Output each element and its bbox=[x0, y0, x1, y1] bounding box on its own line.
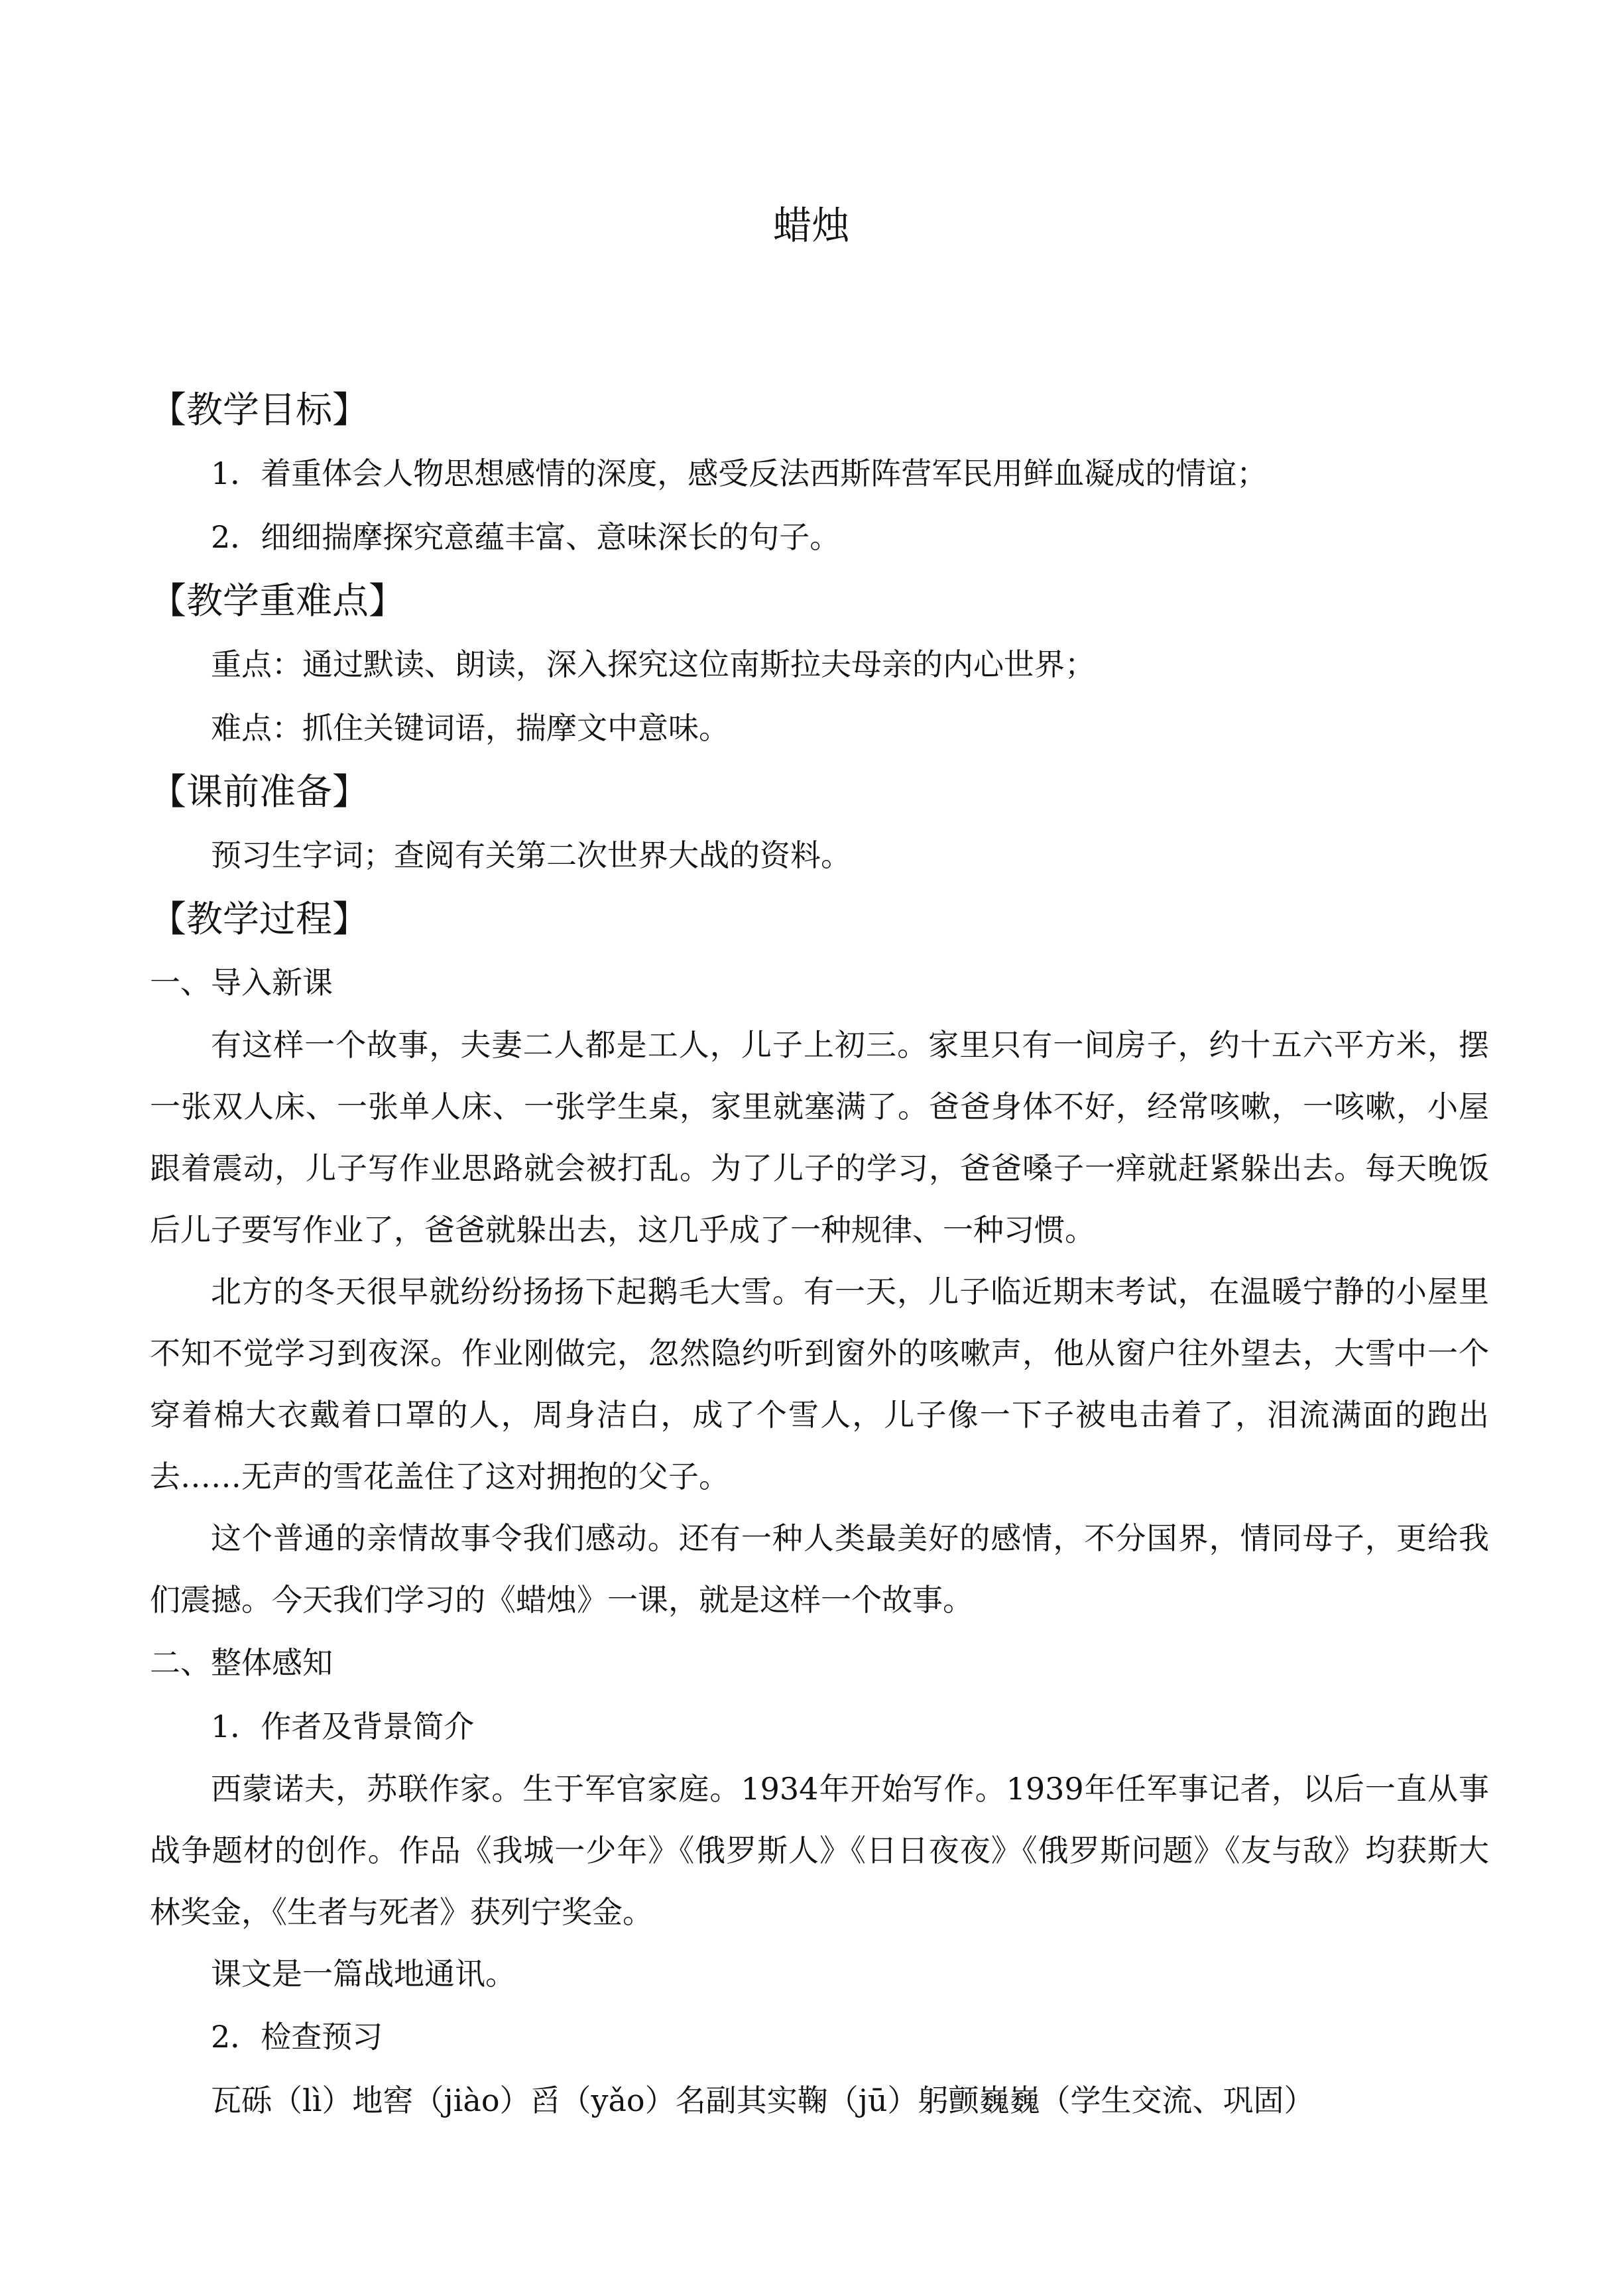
author-background-title: 1．作者及背景简介 bbox=[211, 1709, 475, 1744]
key-point-item: 重点：通过默读、朗读，深入探究这位南斯拉夫母亲的内心世界； bbox=[211, 646, 1095, 682]
genre-paragraph: 课文是一篇战地通讯。 bbox=[211, 1956, 516, 1992]
story-paragraph: 有这样一个故事，夫妻二人都是工人，儿子上初三。家里只有一间房子，约十五六平方米，摆一张双人床、一张单人床、一张学生桌，家里就塞满了。爸爸身体不好，经常咳嗽，一咳嗽，小屋跟着震动，儿子写作业思路就会被打乱。为了儿子的学习，爸爸嗓子一痒就赶紧躲出去。每天晚饭后儿子要写作业了，爸爸就躲出去，这几乎成了一种规律、一种习惯。 bbox=[150, 1027, 1489, 1248]
objective-item: 1．着重体会人物思想感情的深度，感受反法西斯阵营军民用鲜血凝成的情谊； bbox=[211, 455, 1268, 491]
objectives-heading: 【教学目标】 bbox=[150, 389, 369, 431]
part2-title: 二、整体感知 bbox=[150, 1645, 333, 1681]
author-paragraph: 西蒙诺夫，苏联作家。生于军官家庭。1934年开始写作。1939年任军事记者，以后一直从事战争题材的创作。作品《我城一少年》《俄罗斯人》《日日夜夜》《俄罗斯问题》《友与敌》均获斯大林奖金，《生者与死者》获列宁奖金。 bbox=[150, 1771, 1489, 1930]
part1-title: 一、导入新课 bbox=[150, 965, 333, 1000]
document-body bbox=[150, 378, 1489, 2132]
preview-check-title: 2．检查预习 bbox=[211, 2019, 383, 2055]
key-points-heading: 【教学重难点】 bbox=[150, 579, 406, 622]
vocabulary-line: 瓦砾（lì）地窖（jiào）舀（yǎo）名副其实鞠（jū）躬颤巍巍（学生交流、巩固） bbox=[211, 2083, 1315, 2118]
intro-paragraph: 这个普通的亲情故事令我们感动。还有一种人类最美好的感情，不分国界，情同母子，更给我们震撼。今天我们学习的《蜡烛》一课，就是这样一个故事。 bbox=[150, 1520, 1489, 1618]
page-title: 蜡烛 bbox=[772, 203, 850, 248]
difficulty-item: 难点：抓住关键词语，揣摩文中意味。 bbox=[211, 710, 729, 746]
preparation-heading: 【课前准备】 bbox=[150, 770, 369, 813]
process-heading: 【教学过程】 bbox=[150, 898, 369, 940]
objective-item: 2．细细揣摩探究意蕴丰富、意味深长的句子。 bbox=[211, 519, 841, 555]
preparation-item: 预习生字词；查阅有关第二次世界大战的资料。 bbox=[211, 837, 851, 873]
story-paragraph: 北方的冬天很早就纷纷扬扬下起鹅毛大雪。有一天，儿子临近期末考试，在温暖宁静的小屋里不知不觉学习到夜深。作业刚做完，忽然隐约听到窗外的咳嗽声，他从窗户往外望去，大雪中一个穿着棉大衣戴着口罩的人，周身洁白，成了个雪人，儿子像一下子被电击着了，泪流满面的跑出去……无声的雪花盖住了这对拥抱的父子。 bbox=[150, 1274, 1489, 1494]
